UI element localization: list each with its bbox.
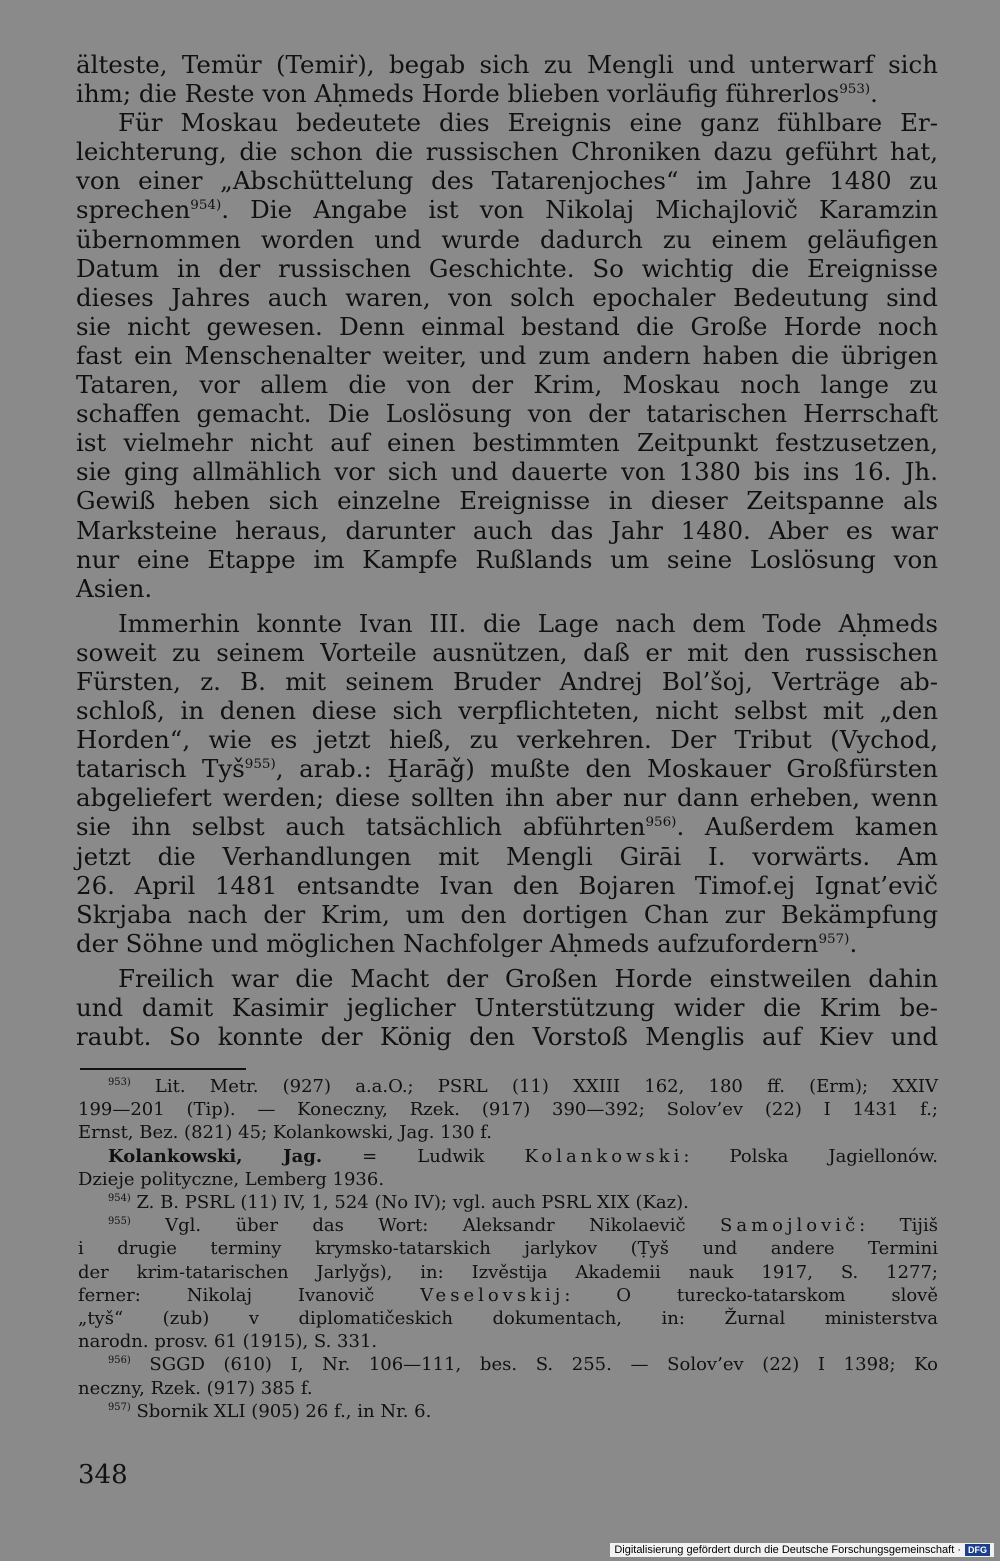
footnote-955: $^{955)}$ Vgl. über das Wort: Aleksandr Nikolaevič Samojlovič: Tijiš (108, 1215, 938, 1237)
text-line: Freilich war die Macht der Großen Horde einstweilen dahin (118, 963, 938, 993)
text-line: abgeliefert werden; diese sollten ihn aber nur dann erheben, wenn (76, 783, 938, 813)
text-line: Datum in der russischen Geschichte. So wichtig die Ereignisse (76, 253, 938, 283)
footnote-line: 199—201 (Tip). — Koneczny, Rzek. (917) 390—392; Solov’ev (22) I 1431 f.; (78, 1099, 938, 1121)
paragraph-1 (76, 50, 938, 108)
footnote-line: i drugie terminy krymsko-tatarskich jarlykov (Ṭyš und andere Termini (78, 1238, 938, 1260)
footnote-line: narodn. prosv. 61 (1915), S. 331. (78, 1331, 378, 1353)
text-line: sie ihn selbst auch tatsächlich abführten$^{956)}$. Außerdem kamen (76, 812, 938, 842)
text-line: nur eine Etappe im Kampfe Rußlands um seine Loslösung von (76, 544, 938, 574)
dfg-footer (610, 1543, 994, 1557)
text-line: ist vielmehr nicht auf einen bestimmten Zeitpunkt festzusetzen, (76, 428, 938, 458)
footer-text: Digitalisierung gefördert durch die Deutsche Forschungsgemeinschaft · (614, 1544, 961, 1556)
footnote-line: Dzieje polityczne, Lemberg 1936. (78, 1168, 385, 1190)
footnote-line: ferner: Nikolaj Ivanovič Veselovskij: O turecko-tatarskom slově (78, 1284, 938, 1306)
text-line: leichterung, die schon die russischen Chroniken dazu geführt hat, (76, 137, 938, 167)
text-line: sprechen$^{954)}$. Die Angabe ist von Nikolaj Michajlovič Karamzin (76, 195, 938, 225)
footnote-line: Ernst, Bez. (821) 45; Kolankowski, Jag. 130 f. (78, 1122, 492, 1144)
footnote-ref-957[interactable]: 957) (818, 930, 850, 947)
text-line: Asien. (76, 573, 153, 603)
text-line: Skrjaba nach der Krim, um den dortigen Chan zur Bekämpfung (76, 899, 938, 929)
footnote-953: $^{953)}$ Lit. Metr. (927) a.a.O.; PSRL (11) XXIII 162, 180 ff. (Erm); XXIV (108, 1076, 938, 1097)
text-line: soweit zu seinem Vorteile ausnützen, daß er mit den russischen (76, 637, 938, 667)
footnotes (78, 1075, 938, 1423)
footnote-ref-956[interactable]: 956) (645, 814, 677, 831)
footnote-line: der krim-tatarischen Jarlyǧs), in: Izvěstija Akademii nauk 1917, S. 1277; (78, 1261, 938, 1283)
text-line: tatarisch Tyš$^{955)}$, arab.: Ḫarāǧ) mußte den Moskauer Großfürsten (76, 754, 938, 784)
text-line: jetzt die Verhandlungen mit Mengli Girāi I. vorwärts. Am (76, 841, 938, 871)
text-line: ihm; die Reste von Aḥmeds Horde blieben vorläufig führerlos$^{953)}$. (76, 79, 878, 109)
dfg-logo-icon: DFG (965, 1544, 990, 1556)
text-line: Fürsten, z. B. mit seinem Bruder Andrej Bol’šoj, Verträge ab- (76, 666, 938, 696)
footnote-ref-954[interactable]: 954) (190, 197, 222, 214)
text-line: schloß, in denen diese sich verpflichteten, nicht selbst mit „den (76, 696, 938, 726)
paragraph-3 (76, 609, 938, 958)
text-line: sie ging allmählich vor sich und dauerte von 1380 bis ins 16. Jh. (76, 457, 938, 487)
main-text (76, 50, 938, 1051)
footnote-line: neczny, Rzek. (917) 385 f. (78, 1377, 313, 1399)
text-line: fast ein Menschenalter weiter, und zum andern haben die übrigen (76, 340, 938, 370)
footnote-line: „tyš“ (zub) v diplomatičeskich dokumentach, in: Žurnal ministerstva (78, 1308, 938, 1330)
text-line: Marksteine heraus, darunter auch das Jahr 1480. Aber es war (76, 515, 938, 545)
text-line: und damit Kasimir jeglicher Unterstützung wider die Krim be- (76, 993, 938, 1022)
footnote-kolankowski: Kolankowski, Jag. = Ludwik Kolankowski: Polska Jagiellonów. (108, 1145, 939, 1167)
text-line: älteste, Temür (Temiṙ), begab sich zu Mengli und unterwarf sich (76, 50, 938, 79)
paragraph-2 (76, 108, 938, 603)
text-line: übernommen worden und wurde dadurch zu einem geläufigen (76, 224, 938, 254)
text-line: schaffen gemacht. Die Loslösung von der tatarischen Herrschaft (76, 399, 938, 429)
text-line: Gewiß heben sich einzelne Ereignisse in dieser Zeitspanne als (76, 486, 938, 516)
page-number: 348 (78, 1460, 128, 1490)
text-line: raubt. So konnte der König den Vorstoß Menglis auf Kiev und (76, 1022, 938, 1052)
footnote-divider (80, 1068, 246, 1070)
text-line: dieses Jahres auch waren, von solch epochaler Bedeutung sind (76, 282, 938, 312)
text-line: von einer „Abschüttelung des Tatarenjoches“ im Jahre 1480 zu (76, 166, 938, 196)
footnote-956: $^{956)}$ SGGD (610) I, Nr. 106—111, bes. S. 255. — Solov’ev (22) I 1398; Ko (108, 1354, 938, 1376)
text-line: 26. April 1481 entsandte Ivan den Bojaren Timof.ej Ignat’evič (76, 870, 938, 900)
text-line: Tataren, vor allem die von der Krim, Moskau noch lange zu (76, 370, 938, 400)
paragraph-4 (76, 964, 938, 1051)
footnote-957: $^{957)}$ Sbornik XLI (905) 26 f., in Nr. 6. (108, 1400, 432, 1422)
text-line: Für Moskau bedeutete dies Ereignis eine ganz fühlbare Er- (118, 108, 938, 138)
footnote-954: $^{954)}$ Z. B. PSRL (11) IV, 1, 524 (No IV); vgl. auch PSRL XIX (Kaz). (108, 1192, 689, 1214)
footnote-ref-955[interactable]: 955) (244, 756, 276, 773)
text-line: Immerhin konnte Ivan III. die Lage nach dem Tode Aḥmeds (118, 608, 938, 638)
footnote-ref-953[interactable]: 953) (839, 80, 871, 97)
text-line: sie nicht gewesen. Denn einmal bestand die Große Horde noch (76, 311, 938, 341)
text-line: der Söhne und möglichen Nachfolger Aḥmeds aufzufordern$^{957)}$. (76, 928, 858, 958)
text-line: Horden“, wie es jetzt hieß, zu verkehren. Der Tribut (Vychod, (76, 725, 938, 755)
